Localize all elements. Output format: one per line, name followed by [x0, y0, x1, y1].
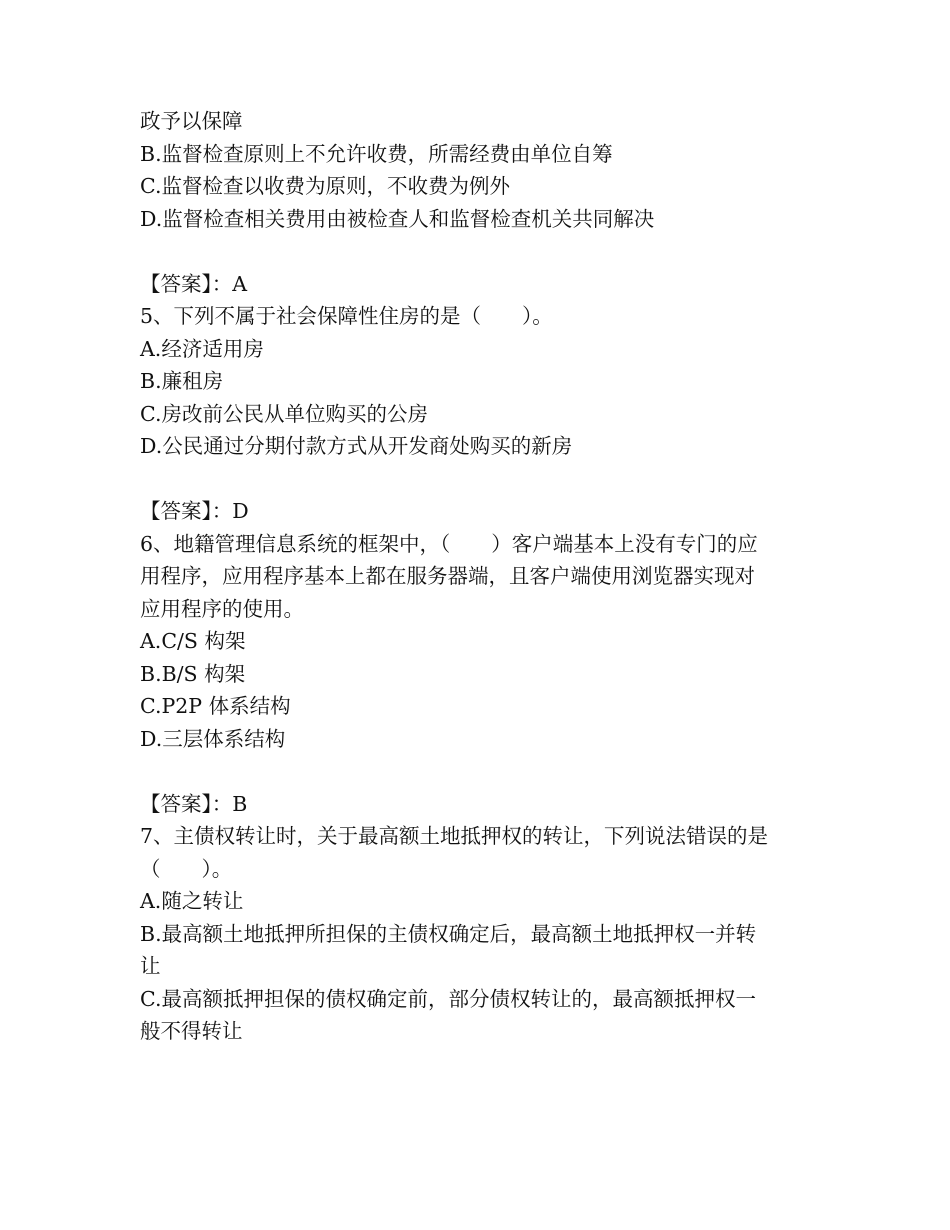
question-6-option-a: A.C/S 构架 — [140, 629, 246, 653]
question-4-answer: 【答案】：A — [140, 271, 248, 296]
question-7-stem-line-1: 7、主债权转让时，关于最高额土地抵押权的转让，下列说法错误的是 — [140, 824, 769, 848]
question-7-option-b-line-1: B.最高额土地抵押所担保的主债权确定后，最高额土地抵押权一并转 — [140, 921, 757, 946]
question-5-answer: 【答案】：D — [140, 499, 249, 523]
spacer — [140, 235, 820, 268]
question-7-stem-line-2: （ ）。 — [140, 856, 233, 881]
question-4-option-d: D.监督检查相关费用由被检查人和监督检查机关共同解决 — [140, 206, 655, 231]
question-4-option-c: C.监督检查以收费为原则，不收费为例外 — [140, 174, 510, 198]
question-6-option-d: D.三层体系结构 — [140, 726, 286, 751]
question-7-option-a: A.随之转让 — [140, 889, 244, 913]
question-7-option-c-line-2: 般不得转让 — [140, 1019, 243, 1043]
question-6-stem-line-3: 应用程序的使用。 — [140, 596, 304, 621]
question-7-option-b-line-2: 让 — [140, 954, 161, 978]
question-5-option-c: C.房改前公民从单位购买的公房 — [140, 401, 428, 426]
question-5-option-d: D.公民通过分期付款方式从开发商处购买的新房 — [140, 434, 573, 458]
question-7-option-c-line-1: C.最高额抵押担保的债权确定前，部分债权转让的，最高额抵押权一 — [140, 986, 756, 1011]
question-5-option-b: B.廉租房 — [140, 369, 224, 393]
question-6-stem-line-2: 用程序，应用程序基本上都在服务器端，且客户端使用浏览器实现对 — [140, 564, 755, 588]
question-6-option-c: C.P2P 体系结构 — [140, 694, 291, 718]
question-5-stem: 5、下列不属于社会保障性住房的是（ ）。 — [140, 304, 553, 328]
question-6-answer: 【答案】：B — [140, 791, 248, 816]
question-6-option-b: B.B/S 构架 — [140, 661, 246, 686]
question-5-option-a: A.经济适用房 — [140, 336, 264, 361]
question-4-option-b: B.监督检查原则上不允许收费，所需经费由单位自筹 — [140, 141, 613, 166]
question-6-stem-line-1: 6、地籍管理信息系统的框架中，（ ）客户端基本上没有专门的应 — [140, 531, 758, 556]
document-page — [140, 105, 820, 1048]
spacer — [140, 463, 820, 496]
question-4-continuation: 政予以保障 — [140, 109, 243, 133]
spacer — [140, 755, 820, 788]
